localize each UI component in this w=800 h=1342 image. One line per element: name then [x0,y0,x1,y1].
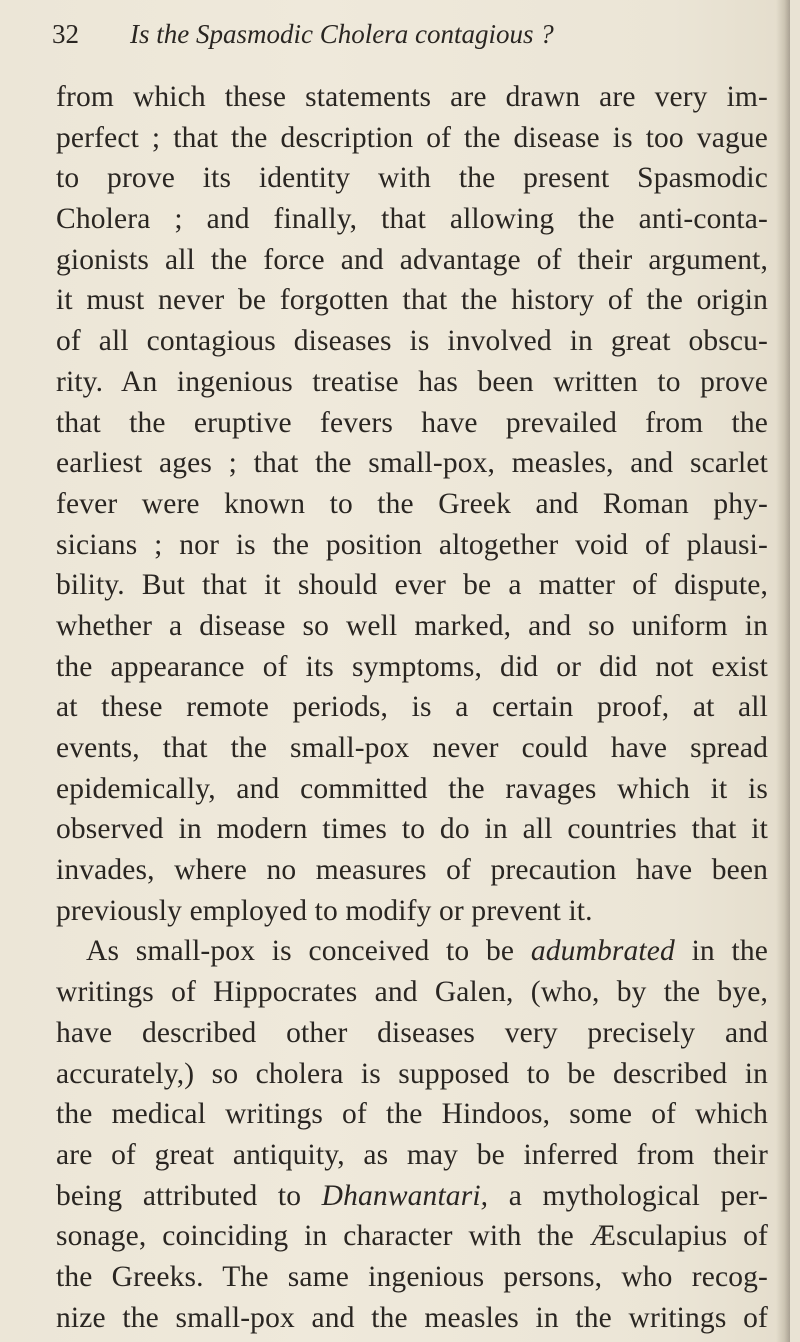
text-line: of all contagious diseases is involved in great obscu- [56,325,768,358]
text-line: observed in modern times to do in all countries that it [56,813,768,846]
text-line: invades, where no measures of precaution have been [56,854,768,887]
text-line: it must never be forgotten that the history of the origin [56,284,768,317]
text-line-paragraph-start [56,931,768,972]
body-text [56,77,768,1338]
text-line: accurately,) so cholera is supposed to be described in [56,1057,768,1090]
running-head-title: Is the Spasmodic Cholera contagious ? [130,19,554,49]
text-line: fever were known to the Greek and Roman phy- [56,487,768,520]
text-line: have described other diseases very precisely and [56,1016,768,1049]
text-line: the medical writings of the Hindoos, some of which [56,1098,768,1131]
text-line: whether a disease so well marked, and so uniform in [56,609,768,642]
text-line: the appearance of its symptoms, did or did not exist [56,650,768,683]
text-line: the Greeks. The same ingenious persons, who recog- [56,1260,768,1293]
page-number: 32 [52,19,79,49]
text-run: As small-pox is conceived to be [86,935,531,968]
running-head [52,14,752,54]
text-line: at these remote periods, is a certain proof, at all [56,691,768,724]
text-line: epidemically, and committed the ravages which it is [56,772,768,805]
italic-word: Dhanwantari, [321,1179,489,1212]
text-line [56,1176,768,1217]
text-line: bility. But that it should ever be a matter of dispute, [56,569,768,602]
text-line: earliest ages ; that the small-pox, measles, and scarlet [56,447,768,480]
text-line: perfect ; that the description of the disease is too vague [56,121,768,154]
text-line: to prove its identity with the present Spasmodic [56,162,768,195]
text-line: that the eruptive fevers have prevailed from the [56,406,768,439]
text-line: sicians ; nor is the position altogether void of plausi- [56,528,768,561]
text-line: events, that the small-pox never could have spread [56,732,768,764]
text-line: gionists all the force and advantage of their argument, [56,243,768,276]
italic-word: adumbrated [530,935,675,968]
text-line: previously employed to modify or prevent it. [56,894,593,927]
text-line: rity. An ingenious treatise has been written to prove [56,365,768,398]
text-run: a mythological per- [488,1179,768,1212]
text-run: being attributed to [56,1179,322,1212]
text-line: sonage, coinciding in character with the Æsculapius of [56,1220,768,1253]
text-run: in the [674,935,768,968]
text-line: from which these statements are drawn are very im- [56,81,768,113]
text-line: Cholera ; and finally, that allowing the anti-conta- [56,203,768,236]
text-line: nize the small-pox and the measles in the writings of [56,1301,768,1334]
page-edge-shadow [776,0,790,1342]
text-line: writings of Hippocrates and Galen, (who, by the bye, [56,976,768,1009]
text-line: are of great antiquity, as may be inferred from their [56,1138,768,1171]
